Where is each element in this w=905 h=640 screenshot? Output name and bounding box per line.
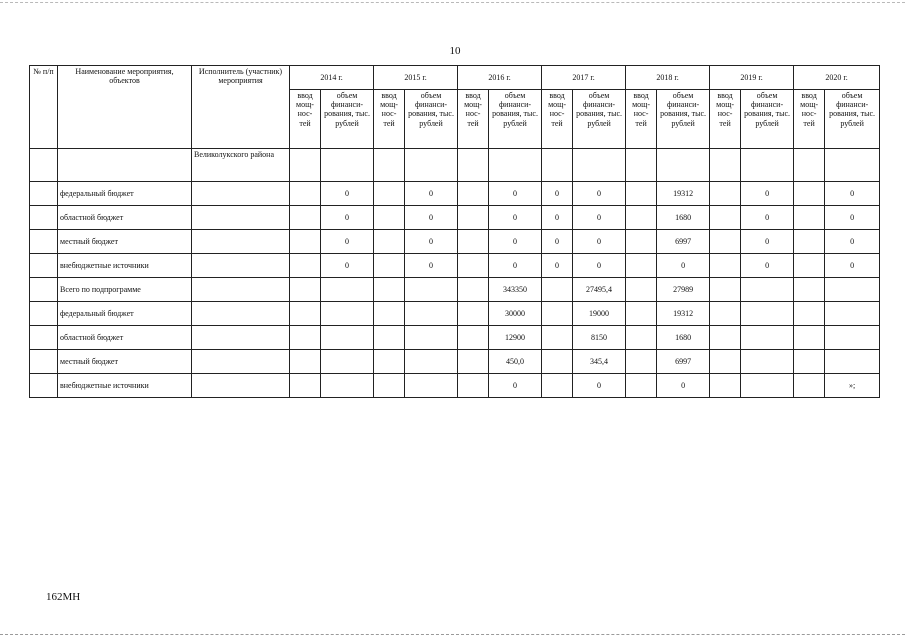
row-name-cell: внебюджетные источники <box>58 374 192 398</box>
table-row <box>30 182 880 206</box>
finance-cell <box>825 149 880 182</box>
capacity-cell <box>290 278 321 302</box>
capacity-cell <box>794 206 825 230</box>
capacity-cell <box>542 278 573 302</box>
finance-cell <box>825 326 880 350</box>
capacity-cell <box>458 374 489 398</box>
header-num: № п/п <box>30 66 58 149</box>
capacity-cell <box>710 302 741 326</box>
finance-cell <box>321 350 374 374</box>
row-number-cell <box>30 278 58 302</box>
header-capacity: ввод мощ-нос-тей <box>374 90 405 149</box>
row-name-cell: внебюджетные источники <box>58 254 192 278</box>
row-name-cell: областной бюджет <box>58 206 192 230</box>
row-number-cell <box>30 374 58 398</box>
finance-cell <box>405 350 458 374</box>
header-year: 2017 г. <box>542 66 626 90</box>
header-capacity: ввод мощ-нос-тей <box>290 90 321 149</box>
row-executor-cell <box>192 182 290 206</box>
capacity-cell <box>458 149 489 182</box>
document-code: 162МН <box>46 591 81 603</box>
finance-cell: 0 <box>573 182 626 206</box>
capacity-cell <box>710 374 741 398</box>
header-year: 2015 г. <box>374 66 458 90</box>
capacity-cell <box>290 374 321 398</box>
header-year: 2016 г. <box>458 66 542 90</box>
finance-cell: 0 <box>321 254 374 278</box>
capacity-cell <box>458 278 489 302</box>
finance-cell: 0 <box>825 182 880 206</box>
capacity-cell <box>290 230 321 254</box>
finance-cell: 0 <box>573 230 626 254</box>
finance-cell: 19312 <box>657 302 710 326</box>
capacity-cell <box>374 278 405 302</box>
row-number-cell <box>30 254 58 278</box>
finance-cell <box>405 326 458 350</box>
header-year: 2020 г. <box>794 66 880 90</box>
capacity-cell <box>290 182 321 206</box>
header-capacity: ввод мощ-нос-тей <box>710 90 741 149</box>
finance-cell <box>741 326 794 350</box>
capacity-cell <box>542 149 573 182</box>
header-finance: объем финанси-рования, тыс. рублей <box>825 90 880 149</box>
capacity-cell <box>626 374 657 398</box>
finance-cell: 27495,4 <box>573 278 626 302</box>
capacity-cell <box>458 326 489 350</box>
finance-cell: 8150 <box>573 326 626 350</box>
finance-cell: 0 <box>741 230 794 254</box>
finance-cell <box>321 326 374 350</box>
capacity-cell <box>710 230 741 254</box>
capacity-cell <box>458 182 489 206</box>
capacity-cell <box>290 206 321 230</box>
capacity-cell <box>374 326 405 350</box>
finance-cell: 0 <box>405 206 458 230</box>
header-capacity: ввод мощ-нос-тей <box>458 90 489 149</box>
header-finance: объем финанси-рования, тыс. рублей <box>657 90 710 149</box>
finance-cell <box>489 149 542 182</box>
finance-cell: 0 <box>741 206 794 230</box>
capacity-cell <box>458 302 489 326</box>
row-executor-cell <box>192 374 290 398</box>
header-finance: объем финанси-рования, тыс. рублей <box>489 90 542 149</box>
capacity-cell <box>374 350 405 374</box>
row-number-cell <box>30 182 58 206</box>
finance-cell <box>321 278 374 302</box>
header-finance: объем финанси-рования, тыс. рублей <box>405 90 458 149</box>
finance-cell: 0 <box>825 230 880 254</box>
header-executor: Исполнитель (участник) мероприятия <box>192 66 290 149</box>
finance-cell: 0 <box>489 206 542 230</box>
capacity-cell <box>542 302 573 326</box>
row-number-cell <box>30 326 58 350</box>
row-name-cell <box>58 149 192 182</box>
capacity-cell <box>794 302 825 326</box>
finance-cell: 0 <box>657 374 710 398</box>
finance-cell <box>741 278 794 302</box>
finance-cell <box>741 149 794 182</box>
capacity-cell <box>794 278 825 302</box>
capacity-cell <box>374 206 405 230</box>
capacity-cell <box>626 278 657 302</box>
finance-cell <box>321 302 374 326</box>
table-row <box>30 230 880 254</box>
row-name-cell: Всего по подпрограмме <box>58 278 192 302</box>
finance-cell: 0 <box>405 254 458 278</box>
finance-cell: 0 <box>489 374 542 398</box>
row-number-cell <box>30 230 58 254</box>
row-number-cell <box>30 206 58 230</box>
finance-cell <box>741 302 794 326</box>
capacity-cell <box>626 326 657 350</box>
finance-cell <box>405 278 458 302</box>
header-year: 2019 г. <box>710 66 794 90</box>
capacity-cell <box>794 350 825 374</box>
finance-cell <box>321 374 374 398</box>
capacity-cell <box>710 278 741 302</box>
capacity-cell <box>374 230 405 254</box>
capacity-cell <box>710 149 741 182</box>
capacity-cell <box>710 182 741 206</box>
finance-cell: 0 <box>657 254 710 278</box>
finance-cell <box>405 149 458 182</box>
finance-cell <box>825 278 880 302</box>
capacity-cell <box>290 350 321 374</box>
header-year: 2018 г. <box>626 66 710 90</box>
table-header <box>30 66 880 149</box>
capacity-cell: 0 <box>542 230 573 254</box>
finance-cell: 343350 <box>489 278 542 302</box>
capacity-cell <box>710 254 741 278</box>
finance-cell: 0 <box>489 254 542 278</box>
capacity-cell <box>794 374 825 398</box>
header-capacity: ввод мощ-нос-тей <box>626 90 657 149</box>
capacity-cell <box>710 326 741 350</box>
finance-cell: 345,4 <box>573 350 626 374</box>
finance-cell: 1680 <box>657 326 710 350</box>
capacity-cell <box>374 302 405 326</box>
capacity-cell <box>458 350 489 374</box>
finance-cell <box>573 149 626 182</box>
row-name-cell: федеральный бюджет <box>58 182 192 206</box>
finance-cell <box>405 374 458 398</box>
finance-cell: 0 <box>489 182 542 206</box>
row-name-cell: местный бюджет <box>58 230 192 254</box>
table-row <box>30 149 880 182</box>
finance-cell: 0 <box>321 230 374 254</box>
finance-cell: 0 <box>321 206 374 230</box>
row-executor-cell <box>192 302 290 326</box>
row-executor-cell: Великолукского района <box>192 149 290 182</box>
capacity-cell <box>374 254 405 278</box>
capacity-cell <box>626 149 657 182</box>
capacity-cell <box>290 326 321 350</box>
capacity-cell <box>794 182 825 206</box>
capacity-cell <box>794 230 825 254</box>
scan-edge-bottom <box>0 634 905 635</box>
capacity-cell <box>458 230 489 254</box>
row-executor-cell <box>192 230 290 254</box>
capacity-cell <box>794 254 825 278</box>
capacity-cell: 0 <box>542 206 573 230</box>
finance-cell <box>321 149 374 182</box>
table-row <box>30 302 880 326</box>
finance-cell: 0 <box>405 182 458 206</box>
capacity-cell <box>626 206 657 230</box>
finance-cell <box>825 302 880 326</box>
finance-cell <box>741 350 794 374</box>
capacity-cell <box>542 326 573 350</box>
finance-cell: 0 <box>573 206 626 230</box>
capacity-cell <box>374 182 405 206</box>
finance-cell: 30000 <box>489 302 542 326</box>
capacity-cell <box>458 254 489 278</box>
capacity-cell: 0 <box>542 182 573 206</box>
table-row <box>30 350 880 374</box>
row-number-cell <box>30 350 58 374</box>
header-finance: объем финанси-рования, тыс. рублей <box>321 90 374 149</box>
finance-cell: 0 <box>825 206 880 230</box>
capacity-cell <box>542 374 573 398</box>
capacity-cell <box>290 302 321 326</box>
capacity-cell <box>626 182 657 206</box>
table-row <box>30 374 880 398</box>
capacity-cell <box>290 149 321 182</box>
finance-cell: 19312 <box>657 182 710 206</box>
finance-cell <box>657 149 710 182</box>
capacity-cell: 0 <box>542 254 573 278</box>
finance-cell: 19000 <box>573 302 626 326</box>
finance-cell <box>825 350 880 374</box>
row-executor-cell <box>192 254 290 278</box>
finance-cell: 6997 <box>657 230 710 254</box>
capacity-cell <box>626 254 657 278</box>
row-executor-cell <box>192 278 290 302</box>
capacity-cell <box>626 230 657 254</box>
finance-cell: 0 <box>405 230 458 254</box>
row-executor-cell <box>192 326 290 350</box>
row-executor-cell <box>192 206 290 230</box>
finance-cell: 12900 <box>489 326 542 350</box>
finance-cell <box>405 302 458 326</box>
finance-cell: 27989 <box>657 278 710 302</box>
capacity-cell <box>710 206 741 230</box>
finance-cell: 0 <box>741 254 794 278</box>
table-row <box>30 326 880 350</box>
finance-cell: 0 <box>825 254 880 278</box>
finance-cell: 0 <box>489 230 542 254</box>
row-number-cell <box>30 149 58 182</box>
table-body <box>30 149 880 398</box>
financing-table <box>29 65 880 398</box>
finance-cell <box>741 374 794 398</box>
table-row <box>30 206 880 230</box>
finance-cell: 6997 <box>657 350 710 374</box>
capacity-cell <box>374 149 405 182</box>
header-name: Наименование мероприятия, объектов <box>58 66 192 149</box>
capacity-cell <box>794 326 825 350</box>
row-name-cell: местный бюджет <box>58 350 192 374</box>
page-number: 10 <box>449 45 461 57</box>
capacity-cell <box>458 206 489 230</box>
finance-cell: 0 <box>573 254 626 278</box>
header-finance: объем финанси-рования, тыс. рублей <box>741 90 794 149</box>
finance-cell: 450,0 <box>489 350 542 374</box>
row-number-cell <box>30 302 58 326</box>
finance-cell: 1680 <box>657 206 710 230</box>
finance-cell: 0 <box>321 182 374 206</box>
capacity-cell <box>626 302 657 326</box>
header-capacity: ввод мощ-нос-тей <box>794 90 825 149</box>
capacity-cell <box>794 149 825 182</box>
finance-cell: 0 <box>573 374 626 398</box>
capacity-cell <box>710 350 741 374</box>
table-row <box>30 278 880 302</box>
row-name-cell: федеральный бюджет <box>58 302 192 326</box>
capacity-cell <box>374 374 405 398</box>
header-finance: объем финанси-рования, тыс. рублей <box>573 90 626 149</box>
row-executor-cell <box>192 350 290 374</box>
scan-edge-top <box>0 2 905 3</box>
capacity-cell <box>290 254 321 278</box>
finance-cell: »; <box>825 374 880 398</box>
capacity-cell <box>542 350 573 374</box>
finance-cell: 0 <box>741 182 794 206</box>
row-name-cell: областной бюджет <box>58 326 192 350</box>
header-capacity: ввод мощ-нос-тей <box>542 90 573 149</box>
table-row <box>30 254 880 278</box>
header-year: 2014 г. <box>290 66 374 90</box>
capacity-cell <box>626 350 657 374</box>
